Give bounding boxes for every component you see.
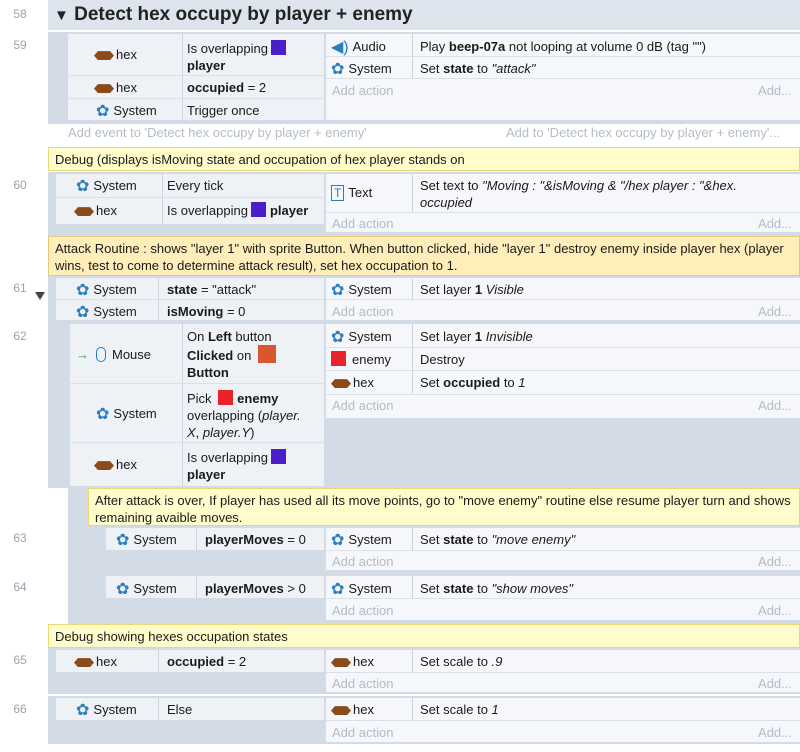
condition-state-compare[interactable]: state = "attack" [167,282,257,297]
add-action-link[interactable]: Add action [332,398,394,413]
add-more-link[interactable]: Add... [758,398,792,413]
player-sprite-icon [271,40,286,55]
object-hex[interactable]: hex [74,202,117,219]
add-more-link[interactable]: Add... [758,304,792,319]
add-more-link[interactable]: Add... [758,676,792,691]
condition-trigger-once[interactable]: Trigger once [187,103,260,118]
line-number: 66 [13,702,27,716]
add-more-link[interactable]: Add... [758,83,792,98]
object-enemy[interactable]: enemy [331,351,391,368]
hex-icon [94,461,114,470]
condition-every-tick[interactable]: Every tick [167,178,224,193]
object-hex[interactable]: hex [74,653,117,670]
condition-on-clicked[interactable]: On Left button Clicked on Button [187,328,276,381]
add-action-link[interactable]: Add action [332,83,394,98]
object-system[interactable]: ✿ System [331,282,392,300]
gear-icon: ✿ [76,304,90,322]
collapse-arrow-icon[interactable]: ▼ [54,7,69,24]
enemy-sprite-icon [331,351,346,366]
player-sprite-icon [271,449,286,464]
object-system[interactable]: ✿ System [76,304,137,322]
condition-else[interactable]: Else [167,702,193,717]
add-action-link[interactable]: Add action [332,216,394,231]
action-set-text[interactable]: Set text to "Moving : "&isMoving & "/hex player : "&hex. occupied [420,178,737,210]
line-number: 61 [13,281,27,295]
action-set-layer-visible[interactable]: Set layer 1 Visible [420,282,524,297]
hex-icon [74,658,94,667]
object-hex[interactable]: hex [94,46,137,63]
object-system[interactable]: ✿ System [331,532,392,550]
group-header[interactable] [48,0,800,30]
add-more-link[interactable]: Add... [758,554,792,569]
line-number: 59 [13,38,27,52]
add-action-link[interactable]: Add action [332,676,394,691]
action-set-state[interactable]: Set state to "show moves" [420,581,574,596]
line-number: 63 [13,531,27,545]
gear-icon: ✿ [331,61,345,79]
text-object-icon: T [331,185,344,201]
object-text[interactable]: T Text [331,184,372,202]
gear-icon: ✿ [116,581,130,599]
condition-playermoves-compare[interactable]: playerMoves > 0 [205,581,306,596]
comment[interactable]: Debug (displays isMoving state and occupation of hex player stands on [48,147,800,171]
add-to-group-link[interactable]: Add to 'Detect hex occupy by player + enemy'... [506,125,781,140]
line-number: 65 [13,653,27,667]
gear-icon: ✿ [76,282,90,300]
condition-ismoving-compare[interactable]: isMoving = 0 [167,304,246,319]
object-hex[interactable]: hex [331,653,374,670]
object-system[interactable]: ✿ System [116,581,177,599]
gear-icon: ✿ [331,329,345,347]
action-set-state[interactable]: Set state to "move enemy" [420,532,576,547]
condition-is-overlapping[interactable]: Is overlapping player [187,449,286,483]
hex-icon [331,379,351,388]
gear-icon: ✿ [116,532,130,550]
line-number: 62 [13,329,27,343]
object-hex[interactable]: hex [331,374,374,391]
condition-is-overlapping[interactable]: Is overlapping player [167,203,309,218]
action-set-scale[interactable]: Set scale to 1 [420,702,499,717]
player-sprite-icon [251,202,266,217]
object-mouse[interactable]: Mouse [96,346,151,363]
action-set-scale[interactable]: Set scale to .9 [420,654,503,669]
hex-icon [331,706,351,715]
gear-icon: ✿ [331,532,345,550]
comment[interactable]: Debug showing hexes occupation states [48,624,800,648]
object-system[interactable]: ✿ System [331,61,392,79]
action-play-audio[interactable]: Play beep-07a not looping at volume 0 dB (tag "") [420,39,707,54]
object-system[interactable]: ✿ System [76,178,137,196]
add-action-link[interactable]: Add action [332,304,394,319]
action-set-state[interactable]: Set state to "attack" [420,61,536,76]
object-system[interactable]: ✿ System [116,532,177,550]
add-more-link[interactable]: Add... [758,725,792,740]
add-event-link[interactable]: Add event to 'Detect hex occupy by player + enemy' [68,125,367,140]
object-system[interactable]: ✿ System [331,329,392,347]
add-action-link[interactable]: Add action [332,554,394,569]
gear-icon: ✿ [96,406,110,424]
condition-pick-overlapping[interactable]: Pick enemy overlapping (player. X, player.Y) [187,391,301,440]
hex-icon [94,51,114,60]
object-hex[interactable]: hex [94,79,137,96]
gear-icon: ✿ [76,702,90,720]
group-title: Detect hex occupy by player + enemy [74,4,413,25]
line-number: 58 [13,7,27,21]
object-system[interactable]: ✿ System [331,581,392,599]
gear-icon: ✿ [76,178,90,196]
collapse-arrow-icon[interactable] [35,292,45,300]
condition-playermoves-compare[interactable]: playerMoves = 0 [205,532,306,547]
condition-occupied[interactable]: occupied = 2 [167,654,247,669]
mouse-icon [96,347,106,362]
gear-icon: ✿ [331,581,345,599]
action-set-layer-invisible[interactable]: Set layer 1 Invisible [420,329,533,344]
object-system[interactable]: ✿ System [96,406,157,424]
object-audio[interactable]: ◀) Audio [331,39,386,57]
action-set-occupied[interactable]: Set occupied to 1 [420,375,526,390]
add-action-link[interactable]: Add action [332,725,394,740]
object-system[interactable]: ✿ System [76,702,137,720]
add-action-link[interactable]: Add action [332,603,394,618]
hex-icon [331,658,351,667]
line-number: 60 [13,178,27,192]
gear-icon: ✿ [331,282,345,300]
gear-icon: ✿ [96,103,110,121]
button-sprite-icon [258,345,276,363]
action-destroy[interactable]: Destroy [420,352,465,367]
hex-icon [94,84,114,93]
object-system[interactable]: ✿ System [76,282,137,300]
speaker-icon: ◀) [331,39,349,57]
enemy-sprite-icon [218,390,233,405]
add-more-link[interactable]: Add... [758,216,792,231]
line-number: 64 [13,580,27,594]
hex-icon [74,207,94,216]
condition-occupied[interactable]: occupied = 2 [187,80,267,95]
condition-is-overlapping[interactable]: Is overlapping player [187,40,286,74]
object-system[interactable]: ✿ System [96,103,157,121]
comment[interactable]: Attack Routine : shows "layer 1" with sprite Button. When button clicked, hide "layer 1" destroy enemy inside player hex (player wins, test to come to determine attack result), set hex occupation to 1. [48,236,800,276]
trigger-arrow-icon: → [76,347,89,362]
object-hex[interactable]: hex [331,701,374,718]
add-more-link[interactable]: Add... [758,603,792,618]
comment[interactable]: After attack is over, If player has used all its move points, go to "move enemy" routine else resume player turn and shows remaining avaible moves. [88,488,800,526]
object-hex[interactable]: hex [94,456,137,473]
